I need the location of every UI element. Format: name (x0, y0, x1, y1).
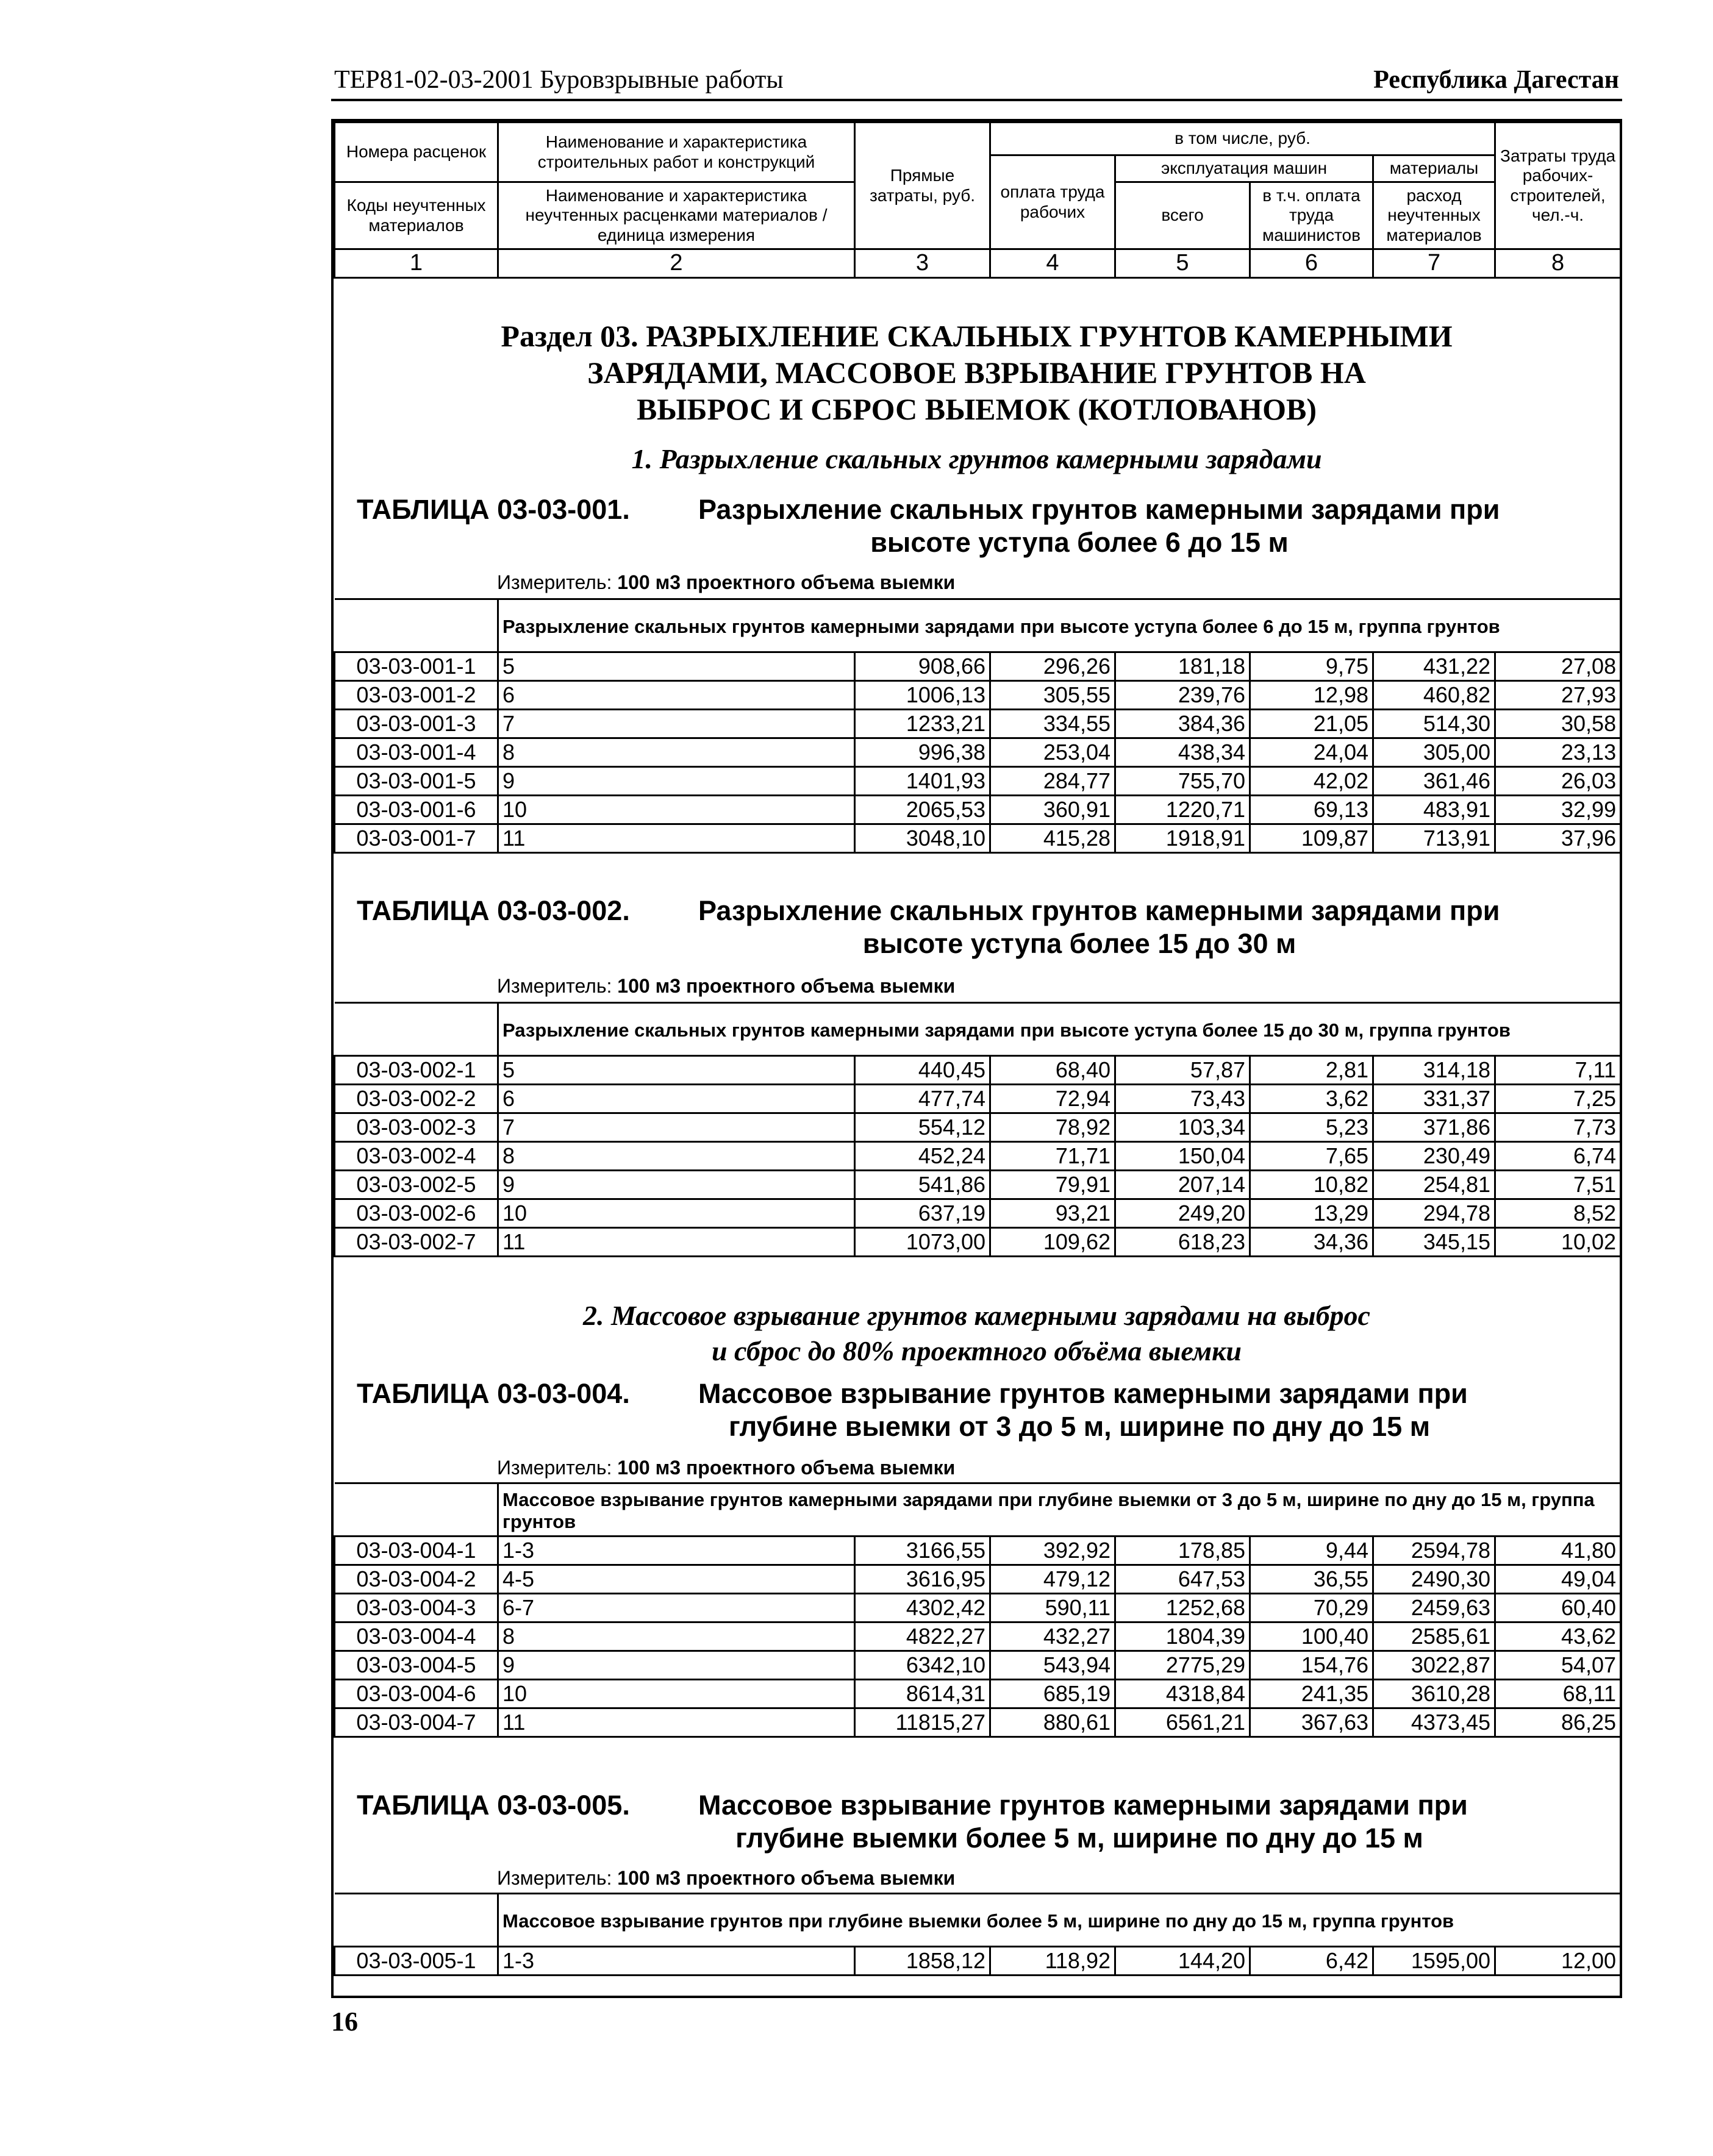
value-cell: 296,26 (990, 652, 1115, 681)
value-cell: 6,42 (1250, 1947, 1373, 1976)
col3-header: Прямые затраты, руб. (855, 123, 990, 249)
value-cell: 7,25 (1495, 1085, 1621, 1113)
measure-unit (497, 1867, 955, 1890)
value-cell: 4822,27 (855, 1622, 990, 1651)
value-cell: 254,81 (1373, 1171, 1495, 1199)
value-cell: 294,78 (1373, 1199, 1495, 1228)
value-cell: 479,12 (990, 1565, 1115, 1594)
value-cell: 70,29 (1250, 1594, 1373, 1622)
soil-group: 10 (498, 1680, 855, 1708)
rate-code: 03-03-001-1 (335, 652, 498, 681)
soil-group: 10 (498, 796, 855, 824)
value-cell: 27,93 (1495, 681, 1621, 710)
value-cell: 78,92 (990, 1113, 1115, 1142)
table-title-line: Массовое взрывание грунтов камерными зарядами при (698, 1790, 1468, 1821)
value-cell: 3048,10 (855, 824, 990, 853)
value-cell: 71,71 (990, 1142, 1115, 1171)
col6-header: в т.ч. оплата труда машинистов (1250, 182, 1373, 249)
table-row (335, 1113, 1621, 1142)
page-header (331, 62, 1622, 101)
table-row (335, 1622, 1621, 1651)
soil-group: 9 (498, 1651, 855, 1680)
col-number: 5 (1115, 249, 1250, 278)
value-cell: 2594,78 (1373, 1537, 1495, 1565)
value-cell: 253,04 (990, 738, 1115, 767)
table-row (335, 1171, 1621, 1199)
table-title-line: Массовое взрывание грунтов камерными зарядами при (698, 1378, 1468, 1409)
measure-unit (497, 1457, 955, 1479)
value-cell: 68,40 (990, 1056, 1115, 1085)
table-row (335, 767, 1621, 796)
soil-group: 8 (498, 1622, 855, 1651)
table-row (335, 652, 1621, 681)
value-cell: 41,80 (1495, 1537, 1621, 1565)
value-cell: 10,82 (1250, 1171, 1373, 1199)
rate-code: 03-03-004-6 (335, 1680, 498, 1708)
col1-top: Номера расценок (335, 123, 498, 182)
rate-code: 03-03-005-1 (335, 1947, 498, 1976)
value-cell: 1804,39 (1115, 1622, 1250, 1651)
value-cell: 514,30 (1373, 710, 1495, 738)
value-cell: 9,44 (1250, 1537, 1373, 1565)
value-cell: 13,29 (1250, 1199, 1373, 1228)
soil-group: 4-5 (498, 1565, 855, 1594)
table-row (335, 681, 1621, 710)
measure-value: 100 м3 проектного объема выемки (617, 571, 956, 593)
table-row (335, 1199, 1621, 1228)
measure-unit (497, 975, 955, 998)
soil-group: 6 (498, 681, 855, 710)
value-cell: 3,62 (1250, 1085, 1373, 1113)
table-description: Разрыхление скальных грунтов камерными зарядами при высоте уступа более 15 до 30 м, группа грунтов (498, 1003, 1621, 1056)
value-cell: 23,13 (1495, 738, 1621, 767)
subsection-2-title (334, 1298, 1620, 1369)
value-cell: 118,92 (990, 1947, 1115, 1976)
col-number: 4 (990, 249, 1115, 278)
value-cell: 178,85 (1115, 1537, 1250, 1565)
value-cell: 2459,63 (1373, 1594, 1495, 1622)
rate-code: 03-03-002-3 (335, 1113, 498, 1142)
col4-header: оплата труда рабочих (990, 155, 1115, 249)
measure-unit (497, 571, 955, 594)
soil-group: 8 (498, 1142, 855, 1171)
value-cell: 541,86 (855, 1171, 990, 1199)
soil-group: 9 (498, 767, 855, 796)
table-001 (334, 598, 1622, 854)
value-cell: 11815,27 (855, 1708, 990, 1737)
subsection-1-title: 1. Разрыхление скальных грунтов камерными зарядами (631, 443, 1322, 474)
value-cell: 73,43 (1115, 1085, 1250, 1113)
value-cell: 5,23 (1250, 1113, 1373, 1142)
soil-group: 7 (498, 1113, 855, 1142)
col-number: 2 (498, 249, 855, 278)
value-cell: 477,74 (855, 1085, 990, 1113)
table-number: ТАБЛИЦА 03-03-002. (357, 895, 630, 926)
col1-bottom: Коды неучтенных материалов (335, 182, 498, 249)
value-cell: 2775,29 (1115, 1651, 1250, 1680)
table-row (335, 710, 1621, 738)
table-row (335, 1594, 1621, 1622)
value-cell: 27,08 (1495, 652, 1621, 681)
value-cell: 334,55 (990, 710, 1115, 738)
measure-label: Измеритель: (497, 1867, 612, 1889)
value-cell: 60,40 (1495, 1594, 1621, 1622)
measure-value: 100 м3 проектного объема выемки (617, 975, 956, 997)
value-cell: 8,52 (1495, 1199, 1621, 1228)
value-cell: 713,91 (1373, 824, 1495, 853)
value-cell: 367,63 (1250, 1708, 1373, 1737)
value-cell: 230,49 (1373, 1142, 1495, 1171)
measure-label: Измеритель: (497, 571, 612, 593)
table-row (335, 1085, 1621, 1113)
value-cell: 438,34 (1115, 738, 1250, 767)
soil-group: 11 (498, 824, 855, 853)
value-cell: 590,11 (990, 1594, 1115, 1622)
table-row (335, 1228, 1621, 1257)
value-cell: 4302,42 (855, 1594, 990, 1622)
materials-header: материалы (1373, 155, 1495, 182)
table-row (335, 1056, 1621, 1085)
measure-value: 100 м3 проектного объема выемки (617, 1457, 956, 1479)
col8-header: Затраты труда рабочих-строителей, чел.-ч. (1495, 123, 1621, 249)
value-cell: 432,27 (990, 1622, 1115, 1651)
col2-top: Наименование и характеристика строительных работ и конструкций (498, 123, 855, 182)
value-cell: 3022,87 (1373, 1651, 1495, 1680)
value-cell: 49,04 (1495, 1565, 1621, 1594)
value-cell: 36,55 (1250, 1565, 1373, 1594)
value-cell: 30,58 (1495, 710, 1621, 738)
value-cell: 181,18 (1115, 652, 1250, 681)
table-number: ТАБЛИЦА 03-03-004. (357, 1378, 630, 1409)
value-cell: 361,46 (1373, 767, 1495, 796)
table-005 (334, 1893, 1622, 1976)
value-cell: 79,91 (990, 1171, 1115, 1199)
value-cell: 452,24 (855, 1142, 990, 1171)
value-cell: 6342,10 (855, 1651, 990, 1680)
value-cell: 7,51 (1495, 1171, 1621, 1199)
table-title-line: Разрыхление скальных грунтов камерными зарядами при (698, 494, 1500, 525)
col2-bottom: Наименование и характеристика неучтенных расценками материалов / единица измерения (498, 182, 855, 249)
rate-code: 03-03-004-7 (335, 1708, 498, 1737)
value-cell: 305,55 (990, 681, 1115, 710)
value-cell: 57,87 (1115, 1056, 1250, 1085)
group-incl-header: в том числе, руб. (990, 123, 1495, 155)
value-cell: 144,20 (1115, 1947, 1250, 1976)
value-cell: 1252,68 (1115, 1594, 1250, 1622)
table-row (335, 796, 1621, 824)
value-cell: 207,14 (1115, 1171, 1250, 1199)
table-title-line: глубине выемки более 5 м, ширине по дну до 15 м (735, 1822, 1423, 1854)
value-cell: 647,53 (1115, 1565, 1250, 1594)
machines-header: эксплуатация машин (1115, 155, 1373, 182)
value-cell: 3166,55 (855, 1537, 990, 1565)
value-cell: 26,03 (1495, 767, 1621, 796)
col-number: 1 (335, 249, 498, 278)
section-title-line: Раздел 03. РАЗРЫХЛЕНИЕ СКАЛЬНЫХ ГРУНТОВ КАМЕРНЫМИ (501, 319, 1453, 353)
value-cell: 10,02 (1495, 1228, 1621, 1257)
value-cell: 3610,28 (1373, 1680, 1495, 1708)
soil-group: 5 (498, 1056, 855, 1085)
value-cell: 4318,84 (1115, 1680, 1250, 1708)
value-cell: 86,25 (1495, 1708, 1621, 1737)
value-cell: 37,96 (1495, 824, 1621, 853)
rate-code: 03-03-001-7 (335, 824, 498, 853)
col-number: 6 (1250, 249, 1373, 278)
value-cell: 12,98 (1250, 681, 1373, 710)
value-cell: 21,05 (1250, 710, 1373, 738)
value-cell: 637,19 (855, 1199, 990, 1228)
section-title-line: ВЫБРОС И СБРОС ВЫЕМОК (КОТЛОВАНОВ) (636, 392, 1317, 426)
value-cell: 305,00 (1373, 738, 1495, 767)
value-cell: 440,45 (855, 1056, 990, 1085)
page-number: 16 (331, 2007, 358, 2036)
value-cell: 42,02 (1250, 767, 1373, 796)
table-row (335, 1708, 1621, 1737)
value-cell: 109,87 (1250, 824, 1373, 853)
value-cell: 54,07 (1495, 1651, 1621, 1680)
rate-code: 03-03-004-3 (335, 1594, 498, 1622)
value-cell: 100,40 (1250, 1622, 1373, 1651)
value-cell: 43,62 (1495, 1622, 1621, 1651)
value-cell: 1858,12 (855, 1947, 990, 1976)
table-row (335, 738, 1621, 767)
table-row (335, 1142, 1621, 1171)
soil-group: 1-3 (498, 1947, 855, 1976)
col5-header: всего (1115, 182, 1250, 249)
value-cell: 7,65 (1250, 1142, 1373, 1171)
value-cell: 32,99 (1495, 796, 1621, 824)
table-title-line: Разрыхление скальных грунтов камерными зарядами при (698, 895, 1500, 926)
value-cell: 371,86 (1373, 1113, 1495, 1142)
value-cell: 241,35 (1250, 1680, 1373, 1708)
value-cell: 1220,71 (1115, 796, 1250, 824)
value-cell: 154,76 (1250, 1651, 1373, 1680)
value-cell: 69,13 (1250, 796, 1373, 824)
rate-code: 03-03-002-5 (335, 1171, 498, 1199)
value-cell: 392,92 (990, 1537, 1115, 1565)
value-cell: 1401,93 (855, 767, 990, 796)
table-002 (334, 1002, 1622, 1257)
table-row (335, 1537, 1621, 1565)
section-title (334, 318, 1620, 427)
value-cell: 1233,21 (855, 710, 990, 738)
value-cell: 34,36 (1250, 1228, 1373, 1257)
value-cell: 72,94 (990, 1085, 1115, 1113)
col-number: 8 (1495, 249, 1621, 278)
soil-group: 7 (498, 710, 855, 738)
col7-header: расход неучтенных материалов (1373, 182, 1495, 249)
value-cell: 618,23 (1115, 1228, 1250, 1257)
value-cell: 6,74 (1495, 1142, 1621, 1171)
main-frame (331, 119, 1622, 1998)
value-cell: 9,75 (1250, 652, 1373, 681)
value-cell: 360,91 (990, 796, 1115, 824)
soil-group: 9 (498, 1171, 855, 1199)
value-cell: 431,22 (1373, 652, 1495, 681)
value-cell: 415,28 (990, 824, 1115, 853)
measure-label: Измеритель: (497, 1457, 612, 1479)
value-cell: 1918,91 (1115, 824, 1250, 853)
value-cell: 4373,45 (1373, 1708, 1495, 1737)
table-description: Разрыхление скальных грунтов камерными зарядами при высоте уступа более 6 до 15 м, группа грунтов (498, 599, 1621, 652)
value-cell: 6561,21 (1115, 1708, 1250, 1737)
table-title-line: глубине выемки от 3 до 5 м, ширине по дну до 15 м (728, 1411, 1430, 1442)
soil-group: 11 (498, 1228, 855, 1257)
value-cell: 24,04 (1250, 738, 1373, 767)
soil-group: 6 (498, 1085, 855, 1113)
value-cell: 908,66 (855, 652, 990, 681)
value-cell: 239,76 (1115, 681, 1250, 710)
value-cell: 12,00 (1495, 1947, 1621, 1976)
value-cell: 331,37 (1373, 1085, 1495, 1113)
region-name: Республика Дагестан (1373, 66, 1619, 94)
value-cell: 1073,00 (855, 1228, 990, 1257)
value-cell: 8614,31 (855, 1680, 990, 1708)
table-number: ТАБЛИЦА 03-03-005. (357, 1790, 630, 1821)
value-cell: 150,04 (1115, 1142, 1250, 1171)
value-cell: 2,81 (1250, 1056, 1373, 1085)
value-cell: 109,62 (990, 1228, 1115, 1257)
rate-code: 03-03-001-2 (335, 681, 498, 710)
subsection-line: и сброс до 80% проектного объёма выемки (711, 1335, 1242, 1366)
value-cell: 2585,61 (1373, 1622, 1495, 1651)
value-cell: 996,38 (855, 738, 990, 767)
value-cell: 554,12 (855, 1113, 990, 1142)
rate-code: 03-03-001-3 (335, 710, 498, 738)
soil-group: 1-3 (498, 1537, 855, 1565)
value-cell: 3616,95 (855, 1565, 990, 1594)
rate-code: 03-03-004-1 (335, 1537, 498, 1565)
value-cell: 7,11 (1495, 1056, 1621, 1085)
value-cell: 68,11 (1495, 1680, 1621, 1708)
value-cell: 384,36 (1115, 710, 1250, 738)
value-cell: 880,61 (990, 1708, 1115, 1737)
soil-group: 5 (498, 652, 855, 681)
soil-group: 6-7 (498, 1594, 855, 1622)
measure-label: Измеритель: (497, 975, 612, 997)
rate-code: 03-03-004-4 (335, 1622, 498, 1651)
value-cell: 1595,00 (1373, 1947, 1495, 1976)
table-description: Массовое взрывание грунтов при глубине выемки более 5 м, ширине по дну до 15 м, группа грунтов (498, 1894, 1621, 1947)
table-row (335, 1680, 1621, 1708)
rate-code: 03-03-002-1 (335, 1056, 498, 1085)
rate-code: 03-03-004-2 (335, 1565, 498, 1594)
value-cell: 284,77 (990, 767, 1115, 796)
rate-code: 03-03-001-4 (335, 738, 498, 767)
value-cell: 685,19 (990, 1680, 1115, 1708)
value-cell: 103,34 (1115, 1113, 1250, 1142)
document-title: ТЕР81-02-03-2001 Буровзрывные работы (334, 66, 784, 94)
value-cell: 314,18 (1373, 1056, 1495, 1085)
table-004 (334, 1482, 1622, 1738)
value-cell: 543,94 (990, 1651, 1115, 1680)
value-cell: 249,20 (1115, 1199, 1250, 1228)
table-number: ТАБЛИЦА 03-03-001. (357, 494, 630, 525)
value-cell: 755,70 (1115, 767, 1250, 796)
table-row (335, 824, 1621, 853)
table-row (335, 1651, 1621, 1680)
rate-code: 03-03-002-7 (335, 1228, 498, 1257)
table-description: Массовое взрывание грунтов камерными зарядами при глубине выемки от 3 до 5 м, ширине по дну до 15 м, группа грунтов (498, 1483, 1621, 1537)
rate-code: 03-03-002-2 (335, 1085, 498, 1113)
rate-code: 03-03-001-5 (335, 767, 498, 796)
column-header (334, 121, 1622, 279)
rate-code: 03-03-002-4 (335, 1142, 498, 1171)
rate-code: 03-03-002-6 (335, 1199, 498, 1228)
table-title-line: высоте уступа более 6 до 15 м (870, 527, 1289, 558)
soil-group: 11 (498, 1708, 855, 1737)
value-cell: 345,15 (1373, 1228, 1495, 1257)
table-title-line: высоте уступа более 15 до 30 м (862, 928, 1296, 959)
value-cell: 460,82 (1373, 681, 1495, 710)
value-cell: 2490,30 (1373, 1565, 1495, 1594)
value-cell: 7,73 (1495, 1113, 1621, 1142)
section-title-line: ЗАРЯДАМИ, МАССОВОЕ ВЗРЫВАНИЕ ГРУНТОВ НА (587, 355, 1366, 390)
col-number: 7 (1373, 249, 1495, 278)
col-number: 3 (855, 249, 990, 278)
soil-group: 10 (498, 1199, 855, 1228)
rate-code: 03-03-001-6 (335, 796, 498, 824)
rate-code: 03-03-004-5 (335, 1651, 498, 1680)
subsection-line: 2. Массовое взрывание грунтов камерными зарядами на выброс (583, 1300, 1370, 1331)
table-row (335, 1565, 1621, 1594)
measure-value: 100 м3 проектного объема выемки (617, 1867, 956, 1889)
soil-group: 8 (498, 738, 855, 767)
value-cell: 483,91 (1373, 796, 1495, 824)
value-cell: 1006,13 (855, 681, 990, 710)
table-row (335, 1947, 1621, 1976)
value-cell: 93,21 (990, 1199, 1115, 1228)
value-cell: 2065,53 (855, 796, 990, 824)
